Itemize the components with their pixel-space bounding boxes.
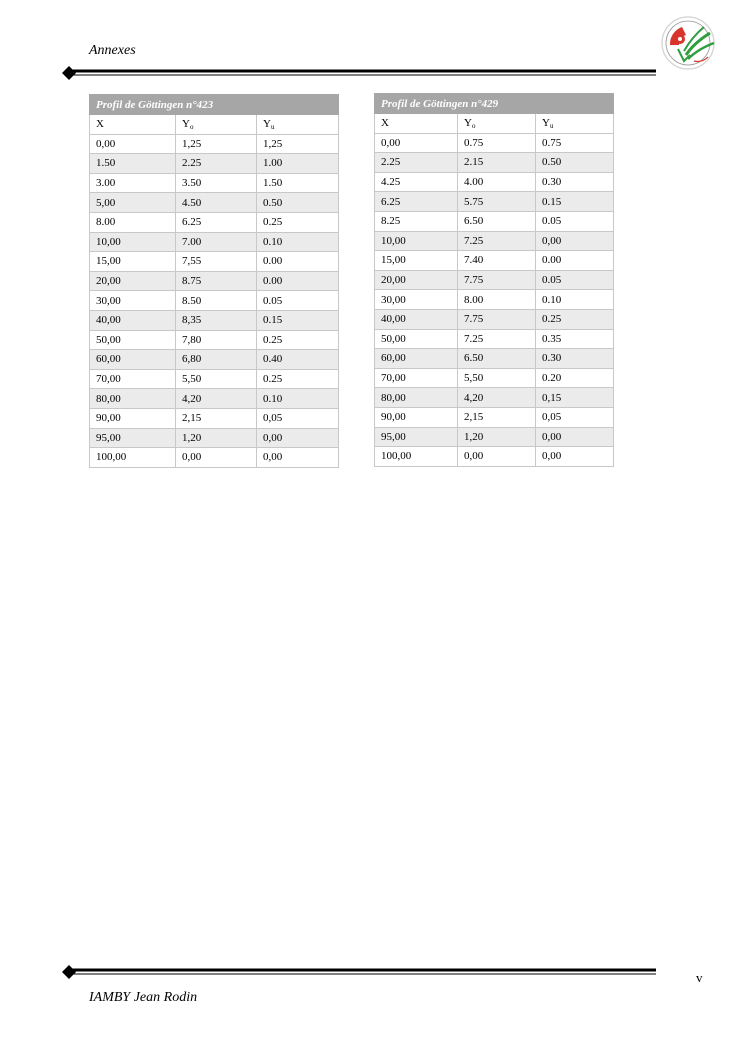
- yo-cell: 0.75: [458, 133, 536, 153]
- yu-cell: 0,00: [536, 427, 614, 447]
- table-row: [90, 448, 339, 468]
- yu-cell: 0.50: [257, 193, 339, 213]
- yu-cell: 0.15: [257, 310, 339, 330]
- x-cell: 60,00: [375, 349, 458, 369]
- yu-cell: 0.25: [257, 369, 339, 389]
- yo-cell: 6.25: [176, 212, 257, 232]
- x-cell: 20,00: [90, 271, 176, 291]
- x-cell: 10,00: [90, 232, 176, 252]
- header-rule: [62, 66, 662, 80]
- x-cell: 95,00: [90, 428, 176, 448]
- yu-cell: 1.50: [257, 173, 339, 193]
- x-cell: 95,00: [375, 427, 458, 447]
- x-cell: 60,00: [90, 350, 176, 370]
- table-row: [375, 133, 614, 153]
- x-cell: 100,00: [90, 448, 176, 468]
- yu-cell: 0.25: [536, 309, 614, 329]
- yo-cell: 7.75: [458, 309, 536, 329]
- yo-cell: 2.25: [176, 154, 257, 174]
- x-cell: 100,00: [375, 447, 458, 467]
- table-row: [90, 350, 339, 370]
- table-row: [90, 134, 339, 154]
- x-cell: 80,00: [375, 388, 458, 408]
- table-row: [90, 330, 339, 350]
- x-cell: 40,00: [90, 310, 176, 330]
- profile-table-429: [374, 93, 614, 467]
- yo-cell: 8.00: [458, 290, 536, 310]
- table-row: [375, 329, 614, 349]
- x-cell: 70,00: [375, 368, 458, 388]
- table-row: [375, 231, 614, 251]
- yo-cell: 2,15: [176, 408, 257, 428]
- yu-cell: 1.00: [257, 154, 339, 174]
- table-row: [90, 173, 339, 193]
- x-cell: 90,00: [375, 407, 458, 427]
- column-header-yu: $Y_u$: [536, 114, 614, 134]
- yu-cell: 0.00: [536, 251, 614, 271]
- table-row: [375, 270, 614, 290]
- footer-rule: [62, 965, 662, 979]
- x-cell: 4.25: [375, 172, 458, 192]
- x-cell: 50,00: [90, 330, 176, 350]
- yo-cell: 4,20: [176, 389, 257, 409]
- header-title: Annexes: [89, 43, 136, 58]
- table-header-row: [90, 115, 339, 135]
- x-cell: 10,00: [375, 231, 458, 251]
- x-cell: 5,00: [90, 193, 176, 213]
- table-row: [375, 447, 614, 467]
- table-row: [90, 389, 339, 409]
- table-row: [375, 388, 614, 408]
- yu-cell: 0.35: [536, 329, 614, 349]
- yo-cell: 5.75: [458, 192, 536, 212]
- table-row: [90, 212, 339, 232]
- x-cell: 0,00: [90, 134, 176, 154]
- yo-cell: 6.50: [458, 349, 536, 369]
- table-row: [90, 310, 339, 330]
- yu-cell: 0.05: [257, 291, 339, 311]
- yo-cell: 4,20: [458, 388, 536, 408]
- yu-cell: 0.25: [257, 212, 339, 232]
- x-cell: 20,00: [375, 270, 458, 290]
- table-row: [375, 251, 614, 271]
- x-cell: 6.25: [375, 192, 458, 212]
- yo-cell: 8,35: [176, 310, 257, 330]
- page-number: v: [696, 970, 703, 985]
- table-row: [375, 407, 614, 427]
- yu-cell: 0.25: [257, 330, 339, 350]
- table-row: [375, 211, 614, 231]
- yo-cell: 7.40: [458, 251, 536, 271]
- table-row: [375, 309, 614, 329]
- x-cell: 80,00: [90, 389, 176, 409]
- table-row: [375, 172, 614, 192]
- yo-cell: 2,15: [458, 407, 536, 427]
- column-header-yo: $Y_o$: [458, 114, 536, 134]
- table-row: [90, 154, 339, 174]
- x-cell: 70,00: [90, 369, 176, 389]
- x-cell: 30,00: [90, 291, 176, 311]
- table-row: [375, 349, 614, 369]
- yo-cell: 5,50: [458, 368, 536, 388]
- yo-cell: 7.75: [458, 270, 536, 290]
- yo-cell: 6.50: [458, 211, 536, 231]
- yo-cell: 7.25: [458, 329, 536, 349]
- yu-cell: 0.10: [536, 290, 614, 310]
- table-row: [375, 368, 614, 388]
- column-header-x: X: [375, 114, 458, 134]
- table-row: [90, 428, 339, 448]
- profile-table-423: [89, 94, 339, 468]
- yu-cell: 0,05: [257, 408, 339, 428]
- yo-cell: 4.50: [176, 193, 257, 213]
- yu-cell: 0.75: [536, 133, 614, 153]
- yu-cell: 0.15: [536, 192, 614, 212]
- yu-cell: 0,05: [536, 407, 614, 427]
- x-cell: 8.25: [375, 211, 458, 231]
- x-cell: 40,00: [375, 309, 458, 329]
- yu-cell: 0.30: [536, 172, 614, 192]
- yo-cell: 6,80: [176, 350, 257, 370]
- yo-cell: 1,25: [176, 134, 257, 154]
- yo-cell: 7,80: [176, 330, 257, 350]
- yo-cell: 5,50: [176, 369, 257, 389]
- table-row: [90, 271, 339, 291]
- x-cell: 3.00: [90, 173, 176, 193]
- yu-cell: 0,00: [257, 448, 339, 468]
- yo-cell: 0,00: [176, 448, 257, 468]
- table-row: [90, 369, 339, 389]
- x-cell: 30,00: [375, 290, 458, 310]
- column-header-yo: $Y_o$: [176, 115, 257, 135]
- yu-cell: 0.20: [536, 368, 614, 388]
- yu-cell: 0.30: [536, 349, 614, 369]
- yu-cell: 0,00: [257, 428, 339, 448]
- table-row: [375, 192, 614, 212]
- yo-cell: 2.15: [458, 153, 536, 173]
- x-cell: 15,00: [375, 251, 458, 271]
- yu-cell: 0.10: [257, 389, 339, 409]
- table-row: [90, 408, 339, 428]
- yo-cell: 4.00: [458, 172, 536, 192]
- x-cell: 50,00: [375, 329, 458, 349]
- yu-cell: 0.00: [257, 252, 339, 272]
- x-cell: 90,00: [90, 408, 176, 428]
- yo-cell: 8.75: [176, 271, 257, 291]
- x-cell: 8.00: [90, 212, 176, 232]
- x-cell: 15,00: [90, 252, 176, 272]
- table-row: [90, 193, 339, 213]
- yu-cell: 0,00: [536, 447, 614, 467]
- footer-author: IAMBY Jean Rodin: [89, 990, 198, 1005]
- table-row: [375, 153, 614, 173]
- x-cell: 0,00: [375, 133, 458, 153]
- column-header-x: X: [90, 115, 176, 135]
- yu-cell: 0.00: [257, 271, 339, 291]
- table-row: [375, 427, 614, 447]
- yo-cell: 7,55: [176, 252, 257, 272]
- table-header-row: [375, 114, 614, 134]
- yu-cell: 0,00: [536, 231, 614, 251]
- yo-cell: 7.25: [458, 231, 536, 251]
- yu-cell: 0.10: [257, 232, 339, 252]
- x-cell: 1.50: [90, 154, 176, 174]
- table-row: [90, 252, 339, 272]
- institution-logo-icon: [660, 15, 720, 71]
- yu-cell: 0.05: [536, 270, 614, 290]
- yo-cell: 1,20: [458, 427, 536, 447]
- yo-cell: 0,00: [458, 447, 536, 467]
- table-title: Profil de Göttingen n°423: [90, 95, 339, 115]
- column-header-yu: $Y_u$: [257, 115, 339, 135]
- yo-cell: 3.50: [176, 173, 257, 193]
- table-row: [375, 290, 614, 310]
- table-title: Profil de Göttingen n°429: [375, 94, 614, 114]
- yu-cell: 0.40: [257, 350, 339, 370]
- yo-cell: 7.00: [176, 232, 257, 252]
- x-cell: 2.25: [375, 153, 458, 173]
- yu-cell: 1,25: [257, 134, 339, 154]
- table-row: [90, 232, 339, 252]
- yu-cell: 0.50: [536, 153, 614, 173]
- table-row: [90, 291, 339, 311]
- yu-cell: 0,15: [536, 388, 614, 408]
- yo-cell: 8.50: [176, 291, 257, 311]
- yu-cell: 0.05: [536, 211, 614, 231]
- yo-cell: 1,20: [176, 428, 257, 448]
